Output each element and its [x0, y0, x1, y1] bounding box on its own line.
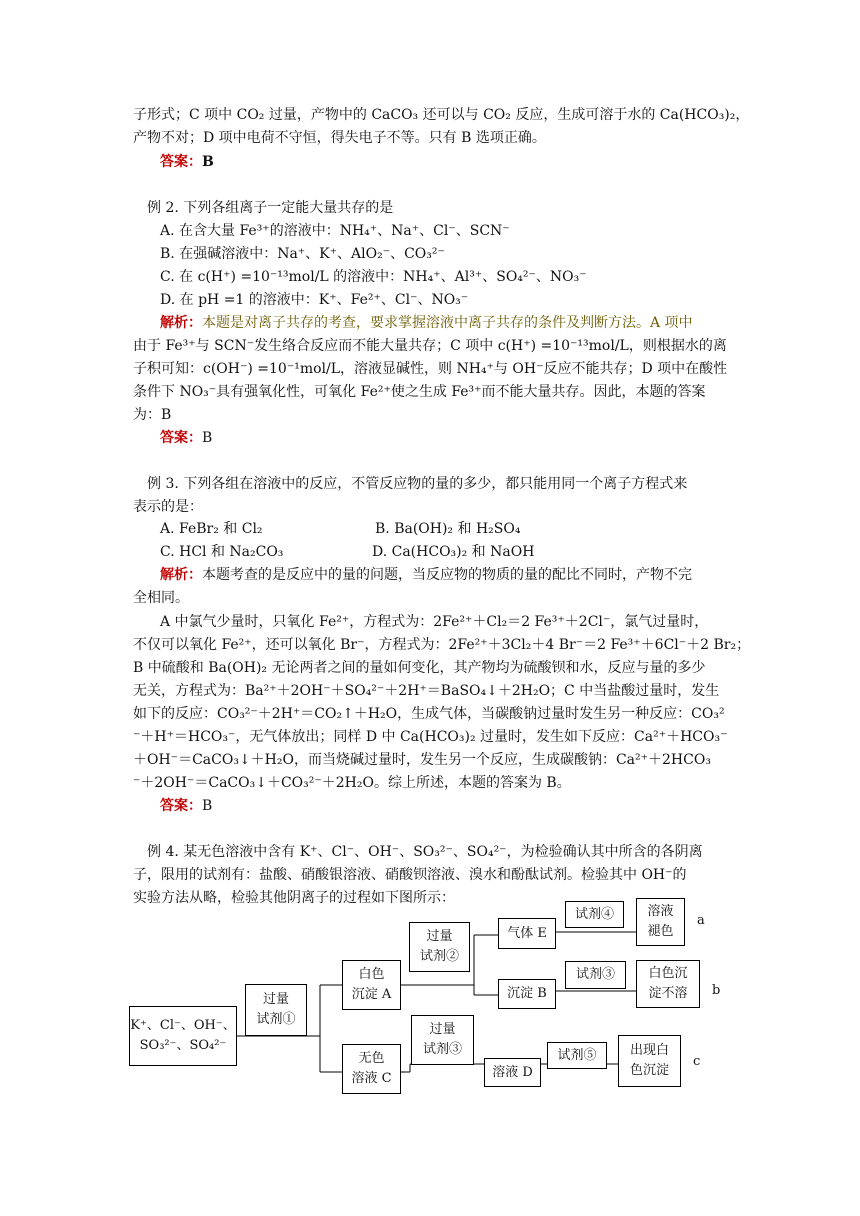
flow-ppt-b-box	[498, 979, 556, 1009]
flow-reagent3a-box	[411, 1015, 474, 1065]
flow-colorless-c-box	[342, 1044, 401, 1094]
flow-white-ppt-line-1: 出现白	[629, 1043, 669, 1058]
answer-label: 答案：	[160, 430, 202, 446]
answer-value: B	[202, 154, 214, 170]
intro-line-1: 子形式；C 项中 CO₂ 过量，产物中的 CaCO₃ 还可以与 CO₂ 反应，生成可溶于水的 Ca(HCO₃)₂，	[133, 107, 750, 123]
flow-fade-line-2: 褪色	[647, 924, 674, 939]
flow-reagent3a-line-1: 过量	[429, 1022, 456, 1037]
ex2-option-a: A. 在含大量 Fe³⁺的溶液中：NH₄⁺、Na⁺、Cl⁻、SCN⁻	[160, 223, 510, 239]
ex3-option-c: C. HCl 和 Na₂CO₃	[160, 544, 284, 560]
flow-white-ppt-line-2: 色沉淀	[629, 1063, 669, 1078]
flow-reagent3b-label: 试剂③	[575, 967, 615, 982]
flow-ppt-b-label: 沉淀 B	[507, 986, 547, 1001]
ex2-option-b: B. 在强碱溶液中：Na⁺、K⁺、AlO₂⁻、CO₃²⁻	[160, 246, 445, 262]
flow-reagent5-box	[547, 1042, 607, 1069]
flow-mark-b: b	[712, 983, 721, 998]
ex3-body-5: 如下的反应：CO₃²⁻＋2H⁺＝CO₂↑＋H₂O，生成气体，当碳酸钠过量时发生另一种反应：CO₃²	[133, 706, 725, 722]
ex3-body-7: ＋OH⁻＝CaCO₃↓＋H₂O，而当烧碱过量时，发生另一个反应，生成碳酸钠：Ca²⁺＋2HCO₃	[133, 752, 711, 768]
intro-line-2: 产物不对；D 项中电荷不守恒，得失电子不等。只有 B 选项正确。	[133, 130, 546, 146]
flow-gas-e-label: 气体 E	[507, 925, 547, 941]
answer-label: 答案：	[160, 154, 202, 170]
flow-reagent4-label: 试剂④	[574, 906, 614, 922]
flow-colorless-c-line-2: 溶液 C	[351, 1071, 392, 1086]
ex2-title: 例 2. 下列各组离子一定能大量共存的是	[147, 200, 394, 216]
flow-white-ppt-a-line-2: 沉淀 A	[351, 987, 392, 1002]
answer-value: B	[202, 798, 213, 814]
flow-reagent5-label: 试剂⑤	[557, 1047, 597, 1063]
flow-start-box	[129, 1006, 237, 1066]
flow-white-insoluble-line-2: 淀不溶	[648, 986, 688, 1001]
ex3-body-6: ⁻＋H⁺＝HCO₃⁻，无气体放出；同样 D 中 Ca(HCO₃)₂ 过量时，发生如下反应：Ca²⁺＋HCO₃⁻	[133, 729, 728, 745]
flow-reagent2-line-1: 过量	[426, 929, 453, 944]
analysis-text: 本题考查的是反应中的量的问题，当反应物的物质的量的配比不同时，产物不完	[202, 567, 692, 583]
flow-white-ppt-a-box	[342, 960, 401, 1010]
flow-start-line-2: SO₃²⁻、SO₄²⁻	[139, 1038, 227, 1053]
flow-mark-a: a	[697, 913, 705, 928]
analysis-label: 解析：	[160, 567, 202, 583]
flow-sol-d-box	[484, 1058, 541, 1087]
ex2-option-c: C. 在 c(H⁺) =10⁻¹³mol/L 的溶液中：NH₄⁺、Al³⁺、SO₄²⁻、NO₃⁻	[160, 269, 587, 285]
flow-gas-e-box	[498, 918, 556, 949]
flow-fade-box	[636, 898, 685, 946]
flow-reagent4-box	[565, 901, 624, 928]
flow-reagent3b-box	[565, 961, 626, 989]
ex3-option-b: B. Ba(OH)₂ 和 H₂SO₄	[375, 521, 521, 537]
ex3-option-a: A. FeBr₂ 和 Cl₂	[160, 521, 263, 537]
ex3-option-d: D. Ca(HCO₃)₂ 和 NaOH	[372, 544, 535, 560]
flow-reagent2-box	[409, 922, 470, 972]
flow-white-ppt-a-line-1: 白色	[358, 967, 385, 982]
flow-colorless-c-line-1: 无色	[358, 1051, 385, 1066]
answer-label: 答案：	[160, 798, 202, 814]
analysis-label: 解析：	[160, 315, 202, 331]
flow-fade-line-1: 溶液	[647, 904, 674, 919]
ex3-title-1: 例 3. 下列各组在溶液中的反应，不管反应物的量的多少，都只能用同一个离子方程式来	[147, 476, 688, 492]
ex3-body-3: B 中硫酸和 Ba(OH)₂ 无论两者之间的量如何变化，其产物均为硫酸钡和水，反应与量的多少	[133, 660, 706, 676]
flow-sol-d-label: 溶液 D	[492, 1064, 533, 1080]
flow-reagent3a-line-2: 试剂③	[422, 1042, 462, 1057]
flow-white-insoluble-box	[636, 960, 700, 1008]
ex3-body-1: A 中氯气少量时，只氧化 Fe²⁺，方程式为：2Fe²⁺＋Cl₂＝2 Fe³⁺＋2Cl⁻，氯气过量时，	[160, 614, 709, 630]
ex3-title-2: 表示的是：	[133, 499, 203, 515]
ex3-body-8: ⁻＋2OH⁻＝CaCO₃↓＋CO₃²⁻＋2H₂O。综上所述，本题的答案为 B。	[133, 775, 571, 791]
ex4-title-1: 例 4. 某无色溶液中含有 K⁺、Cl⁻、OH⁻、SO₃²⁻、SO₄²⁻，为检验确认其中所含的各阴离	[147, 844, 703, 860]
flow-mark-c: c	[693, 1054, 701, 1069]
ex2-analysis-5: 为：B	[133, 407, 172, 423]
ex4-title-2: 子，限用的试剂有：盐酸、硝酸银溶液、硝酸钡溶液、溴水和酚酞试剂。检验其中 OH⁻的	[133, 867, 687, 883]
ex2-option-d: D. 在 pH =1 的溶液中：K⁺、Fe²⁺、Cl⁻、NO₃⁻	[160, 292, 469, 308]
ex2-analysis-3: 子积可知：c(OH⁻) =10⁻¹mol/L，溶液显碱性，则 NH₄⁺与 OH⁻反应不能共存；D 项中在酸性	[133, 361, 728, 377]
flow-reagent2-line-2: 试剂②	[419, 949, 459, 964]
flow-white-insoluble-line-1: 白色沉	[648, 966, 688, 981]
ex4-title-3: 实验方法从略，检验其他阴离子的过程如下图所示：	[133, 890, 455, 906]
ex2-analysis-2: 由于 Fe³⁺与 SCN⁻发生络合反应而不能大量共存；C 项中 c(H⁺) =10⁻¹³mol/L，则根据水的离	[133, 338, 727, 354]
flow-reagent1-line-2: 试剂①	[256, 1012, 296, 1027]
flow-reagent1-box	[245, 984, 307, 1036]
flow-white-ppt-box	[618, 1035, 681, 1087]
analysis-text: 本题是对离子共存的考查，要求掌握溶液中离子共存的条件及判断方法。A 项中	[202, 315, 693, 331]
ex3-analysis-2: 全相同。	[133, 590, 189, 606]
ex3-body-4: 无关，方程式为：Ba²⁺＋2OH⁻＋SO₄²⁻＋2H⁺＝BaSO₄↓＋2H₂O；C 中当盐酸过量时，发生	[133, 683, 720, 699]
flow-reagent1-line-1: 过量	[262, 992, 289, 1007]
flow-start-line-1: K⁺、Cl⁻、OH⁻、	[130, 1018, 236, 1033]
answer-value: B	[202, 430, 213, 446]
ex2-analysis-4: 条件下 NO₃⁻具有强氧化性，可氧化 Fe²⁺使之生成 Fe³⁺而不能大量共存。因此，本题的答案	[133, 384, 706, 400]
ex3-body-2: 不仅可以氧化 Fe²⁺，还可以氧化 Br⁻，方程式为：2Fe²⁺＋3Cl₂＋4 Br⁻＝2 Fe³⁺＋6Cl⁻＋2 Br₂；	[133, 637, 751, 653]
